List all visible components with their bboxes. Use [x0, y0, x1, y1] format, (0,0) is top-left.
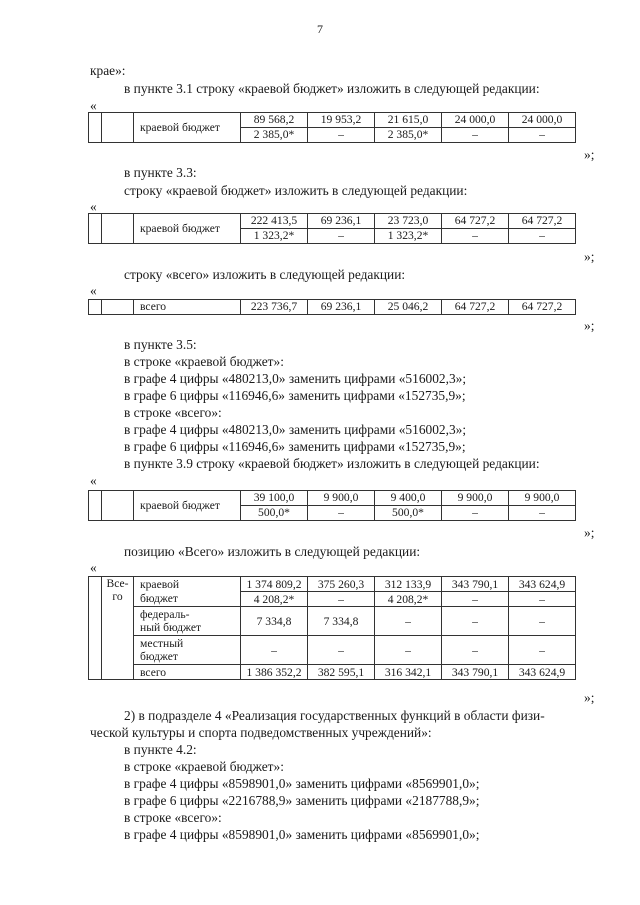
table-cell: 382 595,1 — [308, 665, 375, 680]
text-line: крае»: — [90, 63, 126, 78]
text-line: в графе 4 цифры «480213,0» заменить цифрами «516002,3»; — [124, 371, 467, 386]
open-quote: « — [90, 560, 97, 575]
table-cell: 24 000,0 — [442, 113, 509, 128]
table-cell: 7 334,8 — [241, 607, 308, 636]
text-line: в пункте 3.1 строку «краевой бюджет» изложить в следующей редакции: — [124, 81, 540, 96]
table-cell: – — [509, 636, 576, 665]
page-number: 7 — [317, 22, 323, 36]
table-cell: 2 385,0* — [241, 128, 308, 143]
table-cell: 375 260,3 — [308, 577, 375, 592]
row-label — [134, 636, 241, 665]
row-label: краевой бюджет — [134, 214, 241, 244]
text-line: в пункте 3.9 строку «краевой бюджет» изложить в следующей редакции: — [124, 456, 540, 471]
table-cell — [102, 113, 134, 143]
table-cell: 223 736,7 — [241, 300, 308, 315]
text-line: в пункте 3.3: — [124, 165, 197, 180]
table-cell: 4 208,2* — [241, 592, 308, 607]
table-cell — [102, 300, 134, 315]
table-cell: 1 323,2* — [241, 229, 308, 244]
text-line: в графе 6 цифры «2216788,9» заменить цифрами «2187788,9»; — [124, 793, 480, 808]
table-cell: – — [308, 636, 375, 665]
text-line: в графе 6 цифры «116946,6» заменить цифрами «152735,9»; — [124, 388, 466, 403]
row-label-line: ный бюджет — [140, 621, 202, 634]
text-line: в пункте 4.2: — [124, 742, 197, 757]
table-cell — [89, 113, 102, 143]
row-label-line: бюджет — [140, 650, 178, 663]
row-label: краевой бюджет — [134, 491, 241, 521]
table-cell: – — [509, 607, 576, 636]
row-label: бюджет — [134, 592, 241, 607]
row-label: краевой бюджет — [134, 113, 241, 143]
row-label — [134, 607, 241, 636]
text-line: в графе 6 цифры «116946,6» заменить цифрами «152735,9»; — [124, 439, 466, 454]
table-cell: – — [308, 229, 375, 244]
open-quote: « — [90, 473, 97, 488]
table-cell: 9 400,0 — [375, 491, 442, 506]
table-cell: 9 900,0 — [442, 491, 509, 506]
group-label-line: Все- — [106, 577, 129, 590]
table-3-3-kraevoy — [88, 213, 576, 244]
table-cell: 343 790,1 — [442, 577, 509, 592]
table-cell: – — [308, 506, 375, 521]
text-line: строку «всего» изложить в следующей редакции: — [124, 267, 406, 282]
open-quote: « — [90, 199, 97, 214]
table-cell: 343 624,9 — [509, 577, 576, 592]
table-cell — [89, 577, 102, 680]
table-cell: 39 100,0 — [241, 491, 308, 506]
text-line: позицию «Всего» изложить в следующей редакции: — [124, 544, 421, 559]
close-quote: »; — [584, 249, 595, 264]
table-cell: – — [442, 607, 509, 636]
table-cell: 25 046,2 — [375, 300, 442, 315]
table-cell: 19 953,2 — [308, 113, 375, 128]
group-label — [102, 577, 134, 680]
text-line: в пункте 3.5: — [124, 337, 197, 352]
text-line: в строке «всего»: — [124, 405, 222, 420]
table-cell: 343 624,9 — [509, 665, 576, 680]
table-cell: 7 334,8 — [308, 607, 375, 636]
table-cell: – — [375, 607, 442, 636]
open-quote: « — [90, 283, 97, 298]
table-cell — [89, 214, 102, 244]
table-cell — [102, 214, 134, 244]
table-cell — [89, 491, 102, 521]
text-line: в строке «краевой бюджет»: — [124, 354, 284, 369]
table-cell: 1 374 809,2 — [241, 577, 308, 592]
text-line: 2) в подразделе 4 «Реализация государственных функций в области физи- — [124, 708, 545, 723]
row-label: всего — [134, 300, 241, 315]
table-cell: 64 727,2 — [509, 214, 576, 229]
table-cell: 500,0* — [241, 506, 308, 521]
text-line: строку «краевой бюджет» изложить в следующей редакции: — [124, 183, 468, 198]
table-cell — [89, 300, 102, 315]
table-cell: 1 386 352,2 — [241, 665, 308, 680]
table-cell: 1 323,2* — [375, 229, 442, 244]
table-cell: – — [442, 128, 509, 143]
table-cell: 89 568,2 — [241, 113, 308, 128]
close-quote: »; — [584, 525, 595, 540]
table-cell: – — [509, 506, 576, 521]
table-cell: – — [375, 636, 442, 665]
table-cell: 69 236,1 — [308, 300, 375, 315]
table-cell: – — [509, 128, 576, 143]
row-label-line: местный — [140, 637, 184, 650]
close-quote: »; — [584, 147, 595, 162]
table-cell: – — [442, 229, 509, 244]
close-quote: »; — [584, 690, 595, 705]
text-line: в строке «всего»: — [124, 810, 222, 825]
text-line: ческой культуры и спорта подведомственных учреждений»: — [90, 725, 432, 740]
table-3-1 — [88, 112, 576, 143]
table-cell: – — [509, 592, 576, 607]
table-3-9 — [88, 490, 576, 521]
open-quote: « — [90, 98, 97, 113]
table-3-3-vsego — [88, 299, 576, 315]
row-label: краевой — [134, 577, 241, 592]
table-cell: 312 133,9 — [375, 577, 442, 592]
text-line: в строке «краевой бюджет»: — [124, 759, 284, 774]
table-cell: – — [241, 636, 308, 665]
table-cell: 23 723,0 — [375, 214, 442, 229]
table-cell — [102, 491, 134, 521]
table-cell: 500,0* — [375, 506, 442, 521]
table-cell: 343 790,1 — [442, 665, 509, 680]
table-cell: – — [308, 128, 375, 143]
text-line: в графе 4 цифры «8598901,0» заменить цифрами «8569901,0»; — [124, 776, 480, 791]
table-cell: 64 727,2 — [442, 300, 509, 315]
table-cell: 21 615,0 — [375, 113, 442, 128]
table-cell: 64 727,2 — [442, 214, 509, 229]
group-label-line: го — [112, 590, 123, 603]
table-cell: 9 900,0 — [509, 491, 576, 506]
table-cell: 4 208,2* — [375, 592, 442, 607]
table-cell: – — [442, 636, 509, 665]
table-cell: – — [509, 229, 576, 244]
table-cell: 9 900,0 — [308, 491, 375, 506]
row-label-line: федераль- — [140, 608, 190, 621]
table-cell: 316 342,1 — [375, 665, 442, 680]
text-line: в графе 4 цифры «8598901,0» заменить цифрами «8569901,0»; — [124, 827, 480, 842]
table-cell: – — [442, 592, 509, 607]
table-cell: 69 236,1 — [308, 214, 375, 229]
table-cell: 222 413,5 — [241, 214, 308, 229]
table-cell: 64 727,2 — [509, 300, 576, 315]
text-line: в графе 4 цифры «480213,0» заменить цифрами «516002,3»; — [124, 422, 467, 437]
table-cell: – — [308, 592, 375, 607]
close-quote: »; — [584, 318, 595, 333]
row-label: всего — [134, 665, 241, 680]
table-cell: 2 385,0* — [375, 128, 442, 143]
table-vsego-position — [88, 576, 576, 680]
table-cell: – — [442, 506, 509, 521]
table-cell: 24 000,0 — [509, 113, 576, 128]
